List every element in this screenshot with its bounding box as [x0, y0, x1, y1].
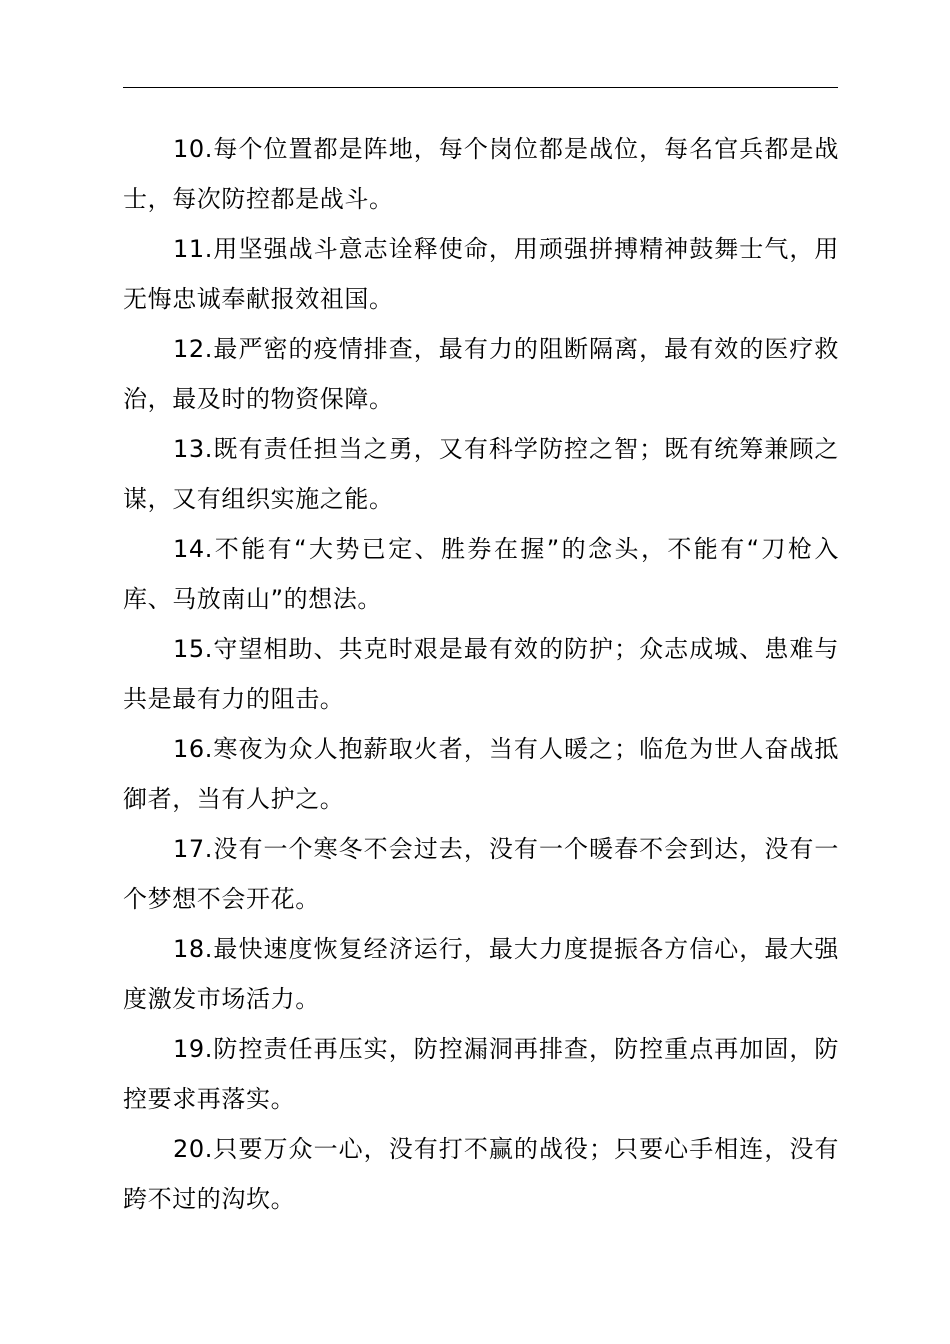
list-item: 16.寒夜为众人抱薪取火者，当有人暖之；临危为世人奋战抵御者，当有人护之。: [123, 735, 839, 813]
list-item: 15.守望相助、共克时艰是最有效的防护；众志成城、患难与共是最有力的阻击。: [123, 635, 839, 713]
list-item: 11.用坚强战斗意志诠释使命，用顽强拼搏精神鼓舞士气，用无悔忠诚奉献报效祖国。: [123, 235, 839, 313]
list-item: 10.每个位置都是阵地，每个岗位都是战位，每名官兵都是战士，每次防控都是战斗。: [123, 135, 839, 213]
list-item: 14.不能有“大势已定、胜券在握”的念头，不能有“刀枪入库、马放南山”的想法。: [123, 535, 839, 613]
header-rule: [123, 87, 838, 88]
list-item: 19.防控责任再压实，防控漏洞再排查，防控重点再加固，防控要求再落实。: [123, 1035, 839, 1113]
list-item: 12.最严密的疫情排查，最有力的阻断隔离，最有效的医疗救治，最及时的物资保障。: [123, 335, 839, 413]
document-body: [123, 124, 839, 1224]
list-item: 17.没有一个寒冬不会过去，没有一个暖春不会到达，没有一个梦想不会开花。: [123, 835, 839, 913]
list-item: 20.只要万众一心，没有打不赢的战役；只要心手相连，没有跨不过的沟坎。: [123, 1135, 839, 1213]
list-item: 13.既有责任担当之勇，又有科学防控之智；既有统筹兼顾之谋，又有组织实施之能。: [123, 435, 839, 513]
list-item: 18.最快速度恢复经济运行，最大力度提振各方信心，最大强度激发市场活力。: [123, 935, 839, 1013]
